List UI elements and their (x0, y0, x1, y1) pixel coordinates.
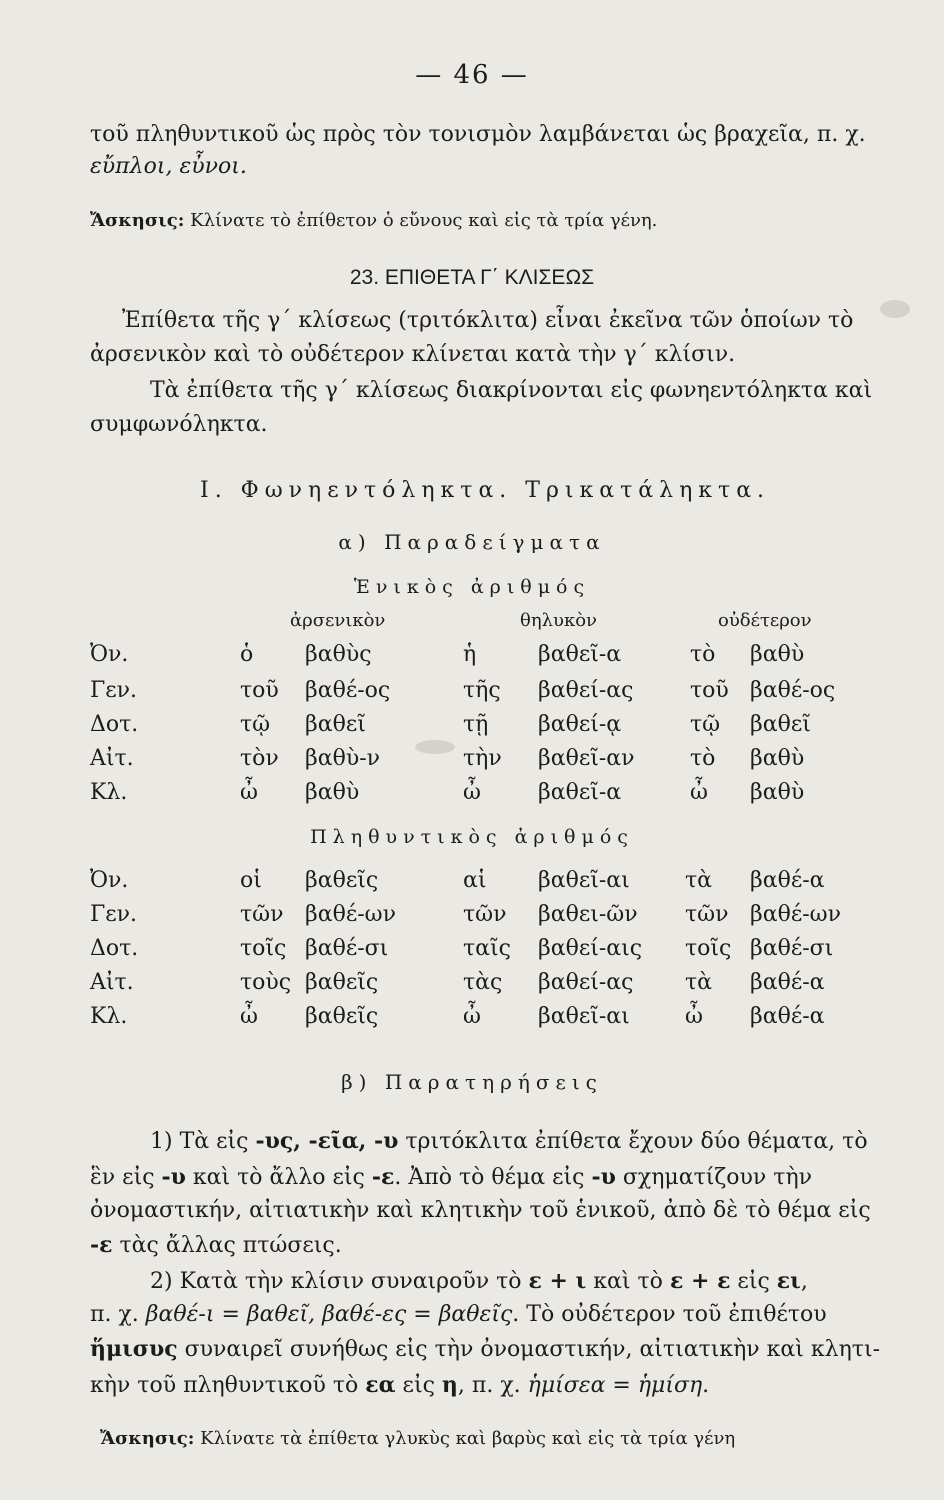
page-number: — 46 — (415, 60, 529, 90)
article: τῷ (240, 712, 271, 737)
text: εἰς (395, 1373, 442, 1398)
article: τὸν (240, 746, 279, 771)
ending: -ε (90, 1232, 113, 1258)
masculine-form: βαθεῖ (305, 712, 366, 737)
exercise-1 (90, 206, 657, 236)
singular-title: Ἑνικὸς ἀριθμός (353, 576, 591, 598)
article: τοῖς (685, 936, 732, 961)
article: τῶν (685, 902, 729, 927)
exercise-label: Ἄσκησις: (100, 1428, 195, 1449)
intro-line-1: τοῦ πληθυντικοῦ ὡς πρὸς τὸν τονισμὸν λαμβάνεται ὡς βραχεῖα, π. χ. (90, 122, 866, 147)
article: ὦ (240, 1004, 258, 1029)
feminine-form: βαθεί-ας (538, 678, 634, 703)
text: , π. χ. (457, 1373, 528, 1398)
gender-header-masculine: ἀρσενικὸν (290, 610, 386, 631)
text: κὴν τοῦ πληθυντικοῦ τὸ (90, 1373, 366, 1398)
article: ὦ (463, 780, 481, 805)
examples-title: α) Παραδείγματα (338, 530, 606, 554)
feminine-form: βαθει-ῶν (538, 902, 638, 927)
ending: -ε (371, 1164, 395, 1190)
intro-line-2: εὔπλοι, εὖνοι. (90, 154, 247, 179)
masculine-form: βαθέ-ος (305, 678, 391, 703)
paper-stain (880, 300, 910, 318)
gender-header-neuter: οὐδέτερον (718, 610, 812, 631)
case-label: Δοτ. (90, 936, 139, 961)
text: . Ἀπὸ τὸ θέμα εἰς (394, 1165, 592, 1190)
exercise-label: Ἄσκησις: (90, 210, 185, 231)
article: τῷ (690, 712, 721, 737)
vowel-pair: ε + ι (528, 1268, 587, 1294)
case-label: Κλ. (90, 1004, 128, 1029)
case-label: Αἰτ. (90, 970, 134, 995)
masculine-form: βαθὺ (305, 780, 360, 805)
text: ἓν εἰς (90, 1165, 162, 1190)
ending: -υ (591, 1164, 616, 1190)
text: εἰς (730, 1269, 777, 1294)
paragraph-1-line-1: Ἐπίθετα τῆς γ΄ κλίσεως (τριτόκλιτα) εἶναι ἐκεῖνα τῶν ὁποίων τὸ (122, 308, 854, 333)
text: π. χ. (90, 1302, 146, 1327)
exercise-text: Κλίνατε τὸ ἐπίθετον ὁ εὔνους καὶ εἰς τὰ τρία γένη. (190, 210, 658, 231)
ending: -υς, -εῖα, -υ (255, 1128, 399, 1154)
neuter-form: βαθέ-ων (750, 902, 841, 927)
text: συναιρεῖ συνήθως εἰς τὴν ὀνομαστικήν, αἰτιατικὴν καὶ κλητι- (177, 1337, 881, 1362)
feminine-form: βαθεί-αις (538, 936, 643, 961)
article: τῶν (240, 902, 284, 927)
feminine-form: βαθεῖ-αι (538, 868, 630, 893)
neuter-form: βαθέ-ος (750, 678, 836, 703)
article: ὦ (240, 780, 258, 805)
ending: -υ (161, 1164, 186, 1190)
case-label: Κλ. (90, 780, 128, 805)
paper-stain (415, 740, 455, 754)
neuter-form: βαθέ-σι (750, 936, 834, 961)
article: τὸ (690, 642, 716, 667)
observation-1-line-3: ὀνομαστικήν, αἰτιατικὴν καὶ κλητικὴν τοῦ ἑνικοῦ, ἀπὸ δὲ τὸ θέμα εἰς (90, 1198, 871, 1223)
paragraph-2-line-1: Τὰ ἐπίθετα τῆς γ΄ κλίσεως διακρίνονται εἰς φωνηεντόληκτα καὶ (150, 378, 873, 403)
observation-2-line-2 (90, 1300, 827, 1330)
observation-2-line-3 (90, 1334, 880, 1365)
case-label: Γεν. (90, 678, 138, 703)
text: τὰς ἄλλας πτώσεις. (112, 1233, 342, 1258)
vowel-pair: ε + ε (669, 1268, 731, 1294)
masculine-form: βαθεῖς (305, 868, 379, 893)
neuter-form: βαθέ-α (750, 868, 825, 893)
case-label: Δοτ. (90, 712, 139, 737)
article: τοὺς (240, 970, 292, 995)
neuter-form: βαθὺ (750, 642, 805, 667)
feminine-form: βαθεῖ-α (538, 642, 622, 667)
text: σχηματίζουν τὴν (615, 1165, 813, 1190)
article: ἡ (463, 642, 477, 667)
article: ταῖς (463, 936, 511, 961)
vowel: η (441, 1372, 458, 1398)
masculine-form: βαθὺς (305, 642, 372, 667)
masculine-form: βαθὺ-ν (305, 746, 381, 771)
case-label: Ὀν. (90, 868, 129, 893)
feminine-form: βαθεί-ᾳ (538, 712, 622, 737)
paragraph-2-line-2: συμφωνόληκτα. (90, 412, 268, 437)
neuter-form: βαθὺ (750, 780, 805, 805)
article: τὰ (685, 970, 713, 995)
observation-1-line-2 (90, 1162, 812, 1193)
observation-1-line-4 (90, 1230, 342, 1261)
article: τῆς (463, 678, 501, 703)
example: βαθέ-ι = βαθεῖ, βαθέ-ες = βαθεῖς (145, 1302, 513, 1327)
case-label: Γεν. (90, 902, 138, 927)
article: τοῖς (240, 936, 287, 961)
gender-header-feminine: θηλυκὸν (520, 610, 598, 631)
text: τριτόκλιτα ἐπίθετα ἔχουν δύο θέματα, τὸ (398, 1129, 868, 1154)
text: . (702, 1373, 710, 1398)
article: αἱ (463, 868, 487, 893)
case-label: Αἰτ. (90, 746, 134, 771)
text: . Τὸ οὐδέτερον τοῦ ἐπιθέτου (512, 1302, 827, 1327)
text: 1) Τὰ εἰς (150, 1129, 256, 1154)
exercise-text: Κλίνατε τὰ ἐπίθετα γλυκὺς καὶ βαρὺς καὶ εἰς τὰ τρία γένη (200, 1428, 736, 1449)
vowel-pair: εα (365, 1372, 396, 1398)
article: τὰ (685, 868, 713, 893)
observations-title: β) Παρατηρήσεις (341, 1070, 603, 1094)
feminine-form: βαθεῖ-αν (538, 746, 635, 771)
observation-1-line-1 (150, 1126, 868, 1157)
article: ὁ (240, 642, 254, 667)
article: τοῦ (240, 678, 279, 703)
feminine-form: βαθεῖ-αι (538, 1004, 630, 1029)
feminine-form: βαθεῖ-α (538, 780, 622, 805)
text: , (800, 1269, 808, 1294)
masculine-form: βαθέ-ων (305, 902, 396, 927)
example: ἡμίσεα = ἡμίση (527, 1373, 703, 1398)
masculine-form: βαθεῖς (305, 970, 379, 995)
article: ὦ (463, 1004, 481, 1029)
article: τὴν (463, 746, 502, 771)
section-heading: 23. ΕΠΙΘΕΤΑ Γ΄ ΚΛΙΣΕΩΣ (349, 266, 595, 289)
text: 2) Κατὰ τὴν κλίσιν συναιροῦν τὸ (150, 1269, 529, 1294)
plural-title: Πληθυντικὸς ἀριθμός (310, 826, 634, 848)
masculine-form: βαθέ-σι (305, 936, 389, 961)
case-label: Ὀν. (90, 642, 129, 667)
subsection-title: Ι. Φωνηεντόληκτα. Τρικατάληκτα. (200, 478, 771, 503)
text: καὶ τὸ (586, 1269, 670, 1294)
neuter-form: βαθέ-α (750, 1004, 825, 1029)
word: ἥμισυς (90, 1336, 178, 1362)
observation-2-line-1 (150, 1266, 808, 1297)
neuter-form: βαθέ-α (750, 970, 825, 995)
text: καὶ τὸ ἄλλο εἰς (185, 1165, 372, 1190)
article: ὦ (690, 780, 708, 805)
article: τὸ (690, 746, 716, 771)
article: τὰς (463, 970, 503, 995)
article: τῶν (463, 902, 507, 927)
diphthong: ει (776, 1268, 801, 1294)
article: οἱ (240, 868, 262, 893)
neuter-form: βαθεῖ (750, 712, 811, 737)
article: τοῦ (690, 678, 729, 703)
observation-2-line-4 (90, 1370, 709, 1401)
paragraph-1-line-2: ἀρσενικὸν καὶ τὸ οὐδέτερον κλίνεται κατὰ τὴν γ΄ κλίσιν. (90, 342, 736, 367)
masculine-form: βαθεῖς (305, 1004, 379, 1029)
article: τῇ (463, 712, 489, 737)
neuter-form: βαθὺ (750, 746, 805, 771)
exercise-2 (100, 1424, 735, 1454)
article: ὦ (685, 1004, 703, 1029)
feminine-form: βαθεί-ας (538, 970, 634, 995)
